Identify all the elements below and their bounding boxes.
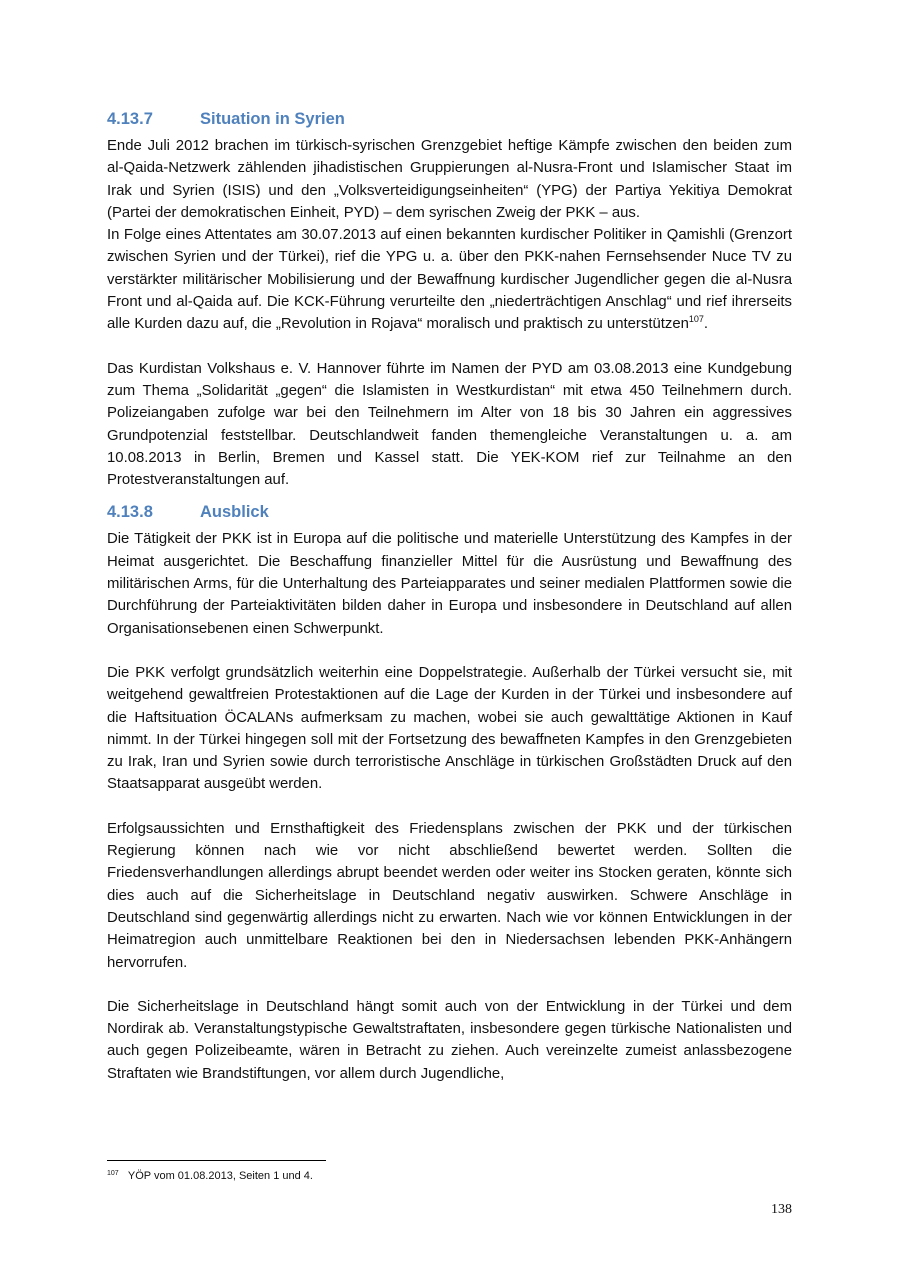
footnote-separator (107, 1160, 326, 1161)
paragraph-syrien-1: Ende Juli 2012 brachen im türkisch-syrischen Grenzgebiet heftige Kämpfe zwischen den beiden zum al-Qaida-Netzwerk zählenden jihadistischen Gruppierungen al-Nusra-Front und Islamischer Staat im Irak und Syrien (ISIS) und den „Volksverteidigungseinheiten“ (YPG) der Partiya Yekitiya Demokrat (Partei der demokratischen Einheit, PYD) – dem syrischen Zweig der PKK – aus. (107, 138, 792, 221)
page-body (107, 106, 792, 1085)
page-number: 138 (771, 1202, 792, 1217)
footnote-number: 107 (107, 1170, 119, 1177)
footnote-text: YÖP vom 01.08.2013, Seiten 1 und 4. (127, 1170, 313, 1182)
section-title: Ausblick (200, 503, 269, 522)
paragraph-ausblick-1: Die Tätigkeit der PKK ist in Europa auf die politische und materielle Unterstützung des Kampfes in der Heimat ausgerichtet. Die Beschaffung finanzieller Mittel für die Ausrüstung und Bewaffnung des militärischen Arms, für die Unterhaltung des Parteiapparates und seiner medialen Plattformen sowie die Durchführung der Parteiaktivitäten bilden daher in Europa und insbesondere in Deutschland auf allen Organisationsebenen einen Schwerpunkt. (107, 531, 792, 637)
footnote (107, 1168, 313, 1184)
footnote-reference: 107 (688, 314, 704, 325)
paragraph-ausblick-3: Erfolgsaussichten und Ernsthaftigkeit des Friedensplans zwischen der PKK und der türkischen Regierung können nach wie vor nicht abschließend bewertet werden. Sollten die Friedensverhandlungen allerdings abrupt beendet werden oder weiter ins Stocken geraten, könnte sich dies auch auf die Sicherheitslage in Deutschland negativ auswirken. Schwere Anschläge in Deutschland sind gegenwärtig allerdings nicht zu erwarten. Nach wie vor können Entwicklungen in der Heimatregion auch unmittelbare Reaktionen bei den in Niedersachsen lebenden PKK-Anhängern hervorrufen. (107, 820, 792, 971)
section-heading-syrien (107, 106, 792, 132)
paragraph-syrien-2 (107, 224, 792, 335)
section-title: Situation in Syrien (200, 110, 345, 128)
section-number: 4.13.8 (107, 503, 153, 522)
section-heading-ausblick (107, 499, 792, 525)
paragraph-ausblick-2: Die PKK verfolgt grundsätzlich weiterhin eine Doppelstrategie. Außerhalb der Türkei versucht sie, mit weitgehend gewaltfreien Protestaktionen auf die Lage der Kurden in der Türkei und insbesondere auf die Haftsituation ÖCALANs aufmerksam zu machen, wobei sie auch gewalttätige Aktionen in Kauf nimmt. In der Türkei hingegen soll mit der Fortsetzung des bewaffneten Kampfes in den Grenzgebieten zu Irak, Iran und Syrien sowie durch terroristische Anschläge in türkischen Großstädten Druck auf den Staatsapparat ausgeübt werden. (107, 664, 792, 793)
paragraph-ausblick-4: Die Sicherheitslage in Deutschland hängt somit auch von der Entwicklung in der Türkei und dem Nordirak ab. Veranstaltungstypische Gewaltstraftaten, insbesondere gegen türkische Nationalisten und auch gegen Polizeibeamte, wären in Betracht zu ziehen. Auch vereinzelte zumeist anlassbezogene Straftaten wie Brandstiftungen, vor allem durch Jugendliche, (107, 998, 792, 1082)
section-number: 4.13.7 (107, 110, 153, 128)
paragraph-syrien-3: Das Kurdistan Volkshaus e. V. Hannover führte im Namen der PYD am 03.08.2013 eine Kundgebung zum Thema „Solidarität „gegen“ die Islamisten in Westkurdistan“ mit etwa 450 Teilnehmern durch. Polizeiangaben zufolge war bei den Teilnehmern im Alter von 18 bis 30 Jahren ein aggressives Grundpotenzial feststellbar. Deutschlandweit fanden themengleiche Veranstaltungen u. a. am 10.08.2013 in Berlin, Bremen und Kassel statt. Die YEK-KOM rief zur Teilnahme an den Protestveranstaltungen auf. (107, 360, 792, 489)
paragraph-text: In Folge eines Attentates am 30.07.2013 auf einen bekannten kurdischer Politiker in Qamishli (Grenzort zwischen Syrien und der Türkei), rief die YPG u. a. über den PKK-nahen Fernsehsender Nuce TV zu verstärkter militärischer Mobilisierung und der Bewaffnung kurdischer Jugendlicher gegen die al-Nusra Front und al-Qaida auf. Die KCK-Führung verurteilte den „niederträchtigen Anschlag“ und rief ihrerseits alle Kurden dazu auf, die „Revolution in Rojava“ moralisch und praktisch zu unterstützen (107, 227, 792, 333)
paragraph-end: . (703, 316, 709, 333)
